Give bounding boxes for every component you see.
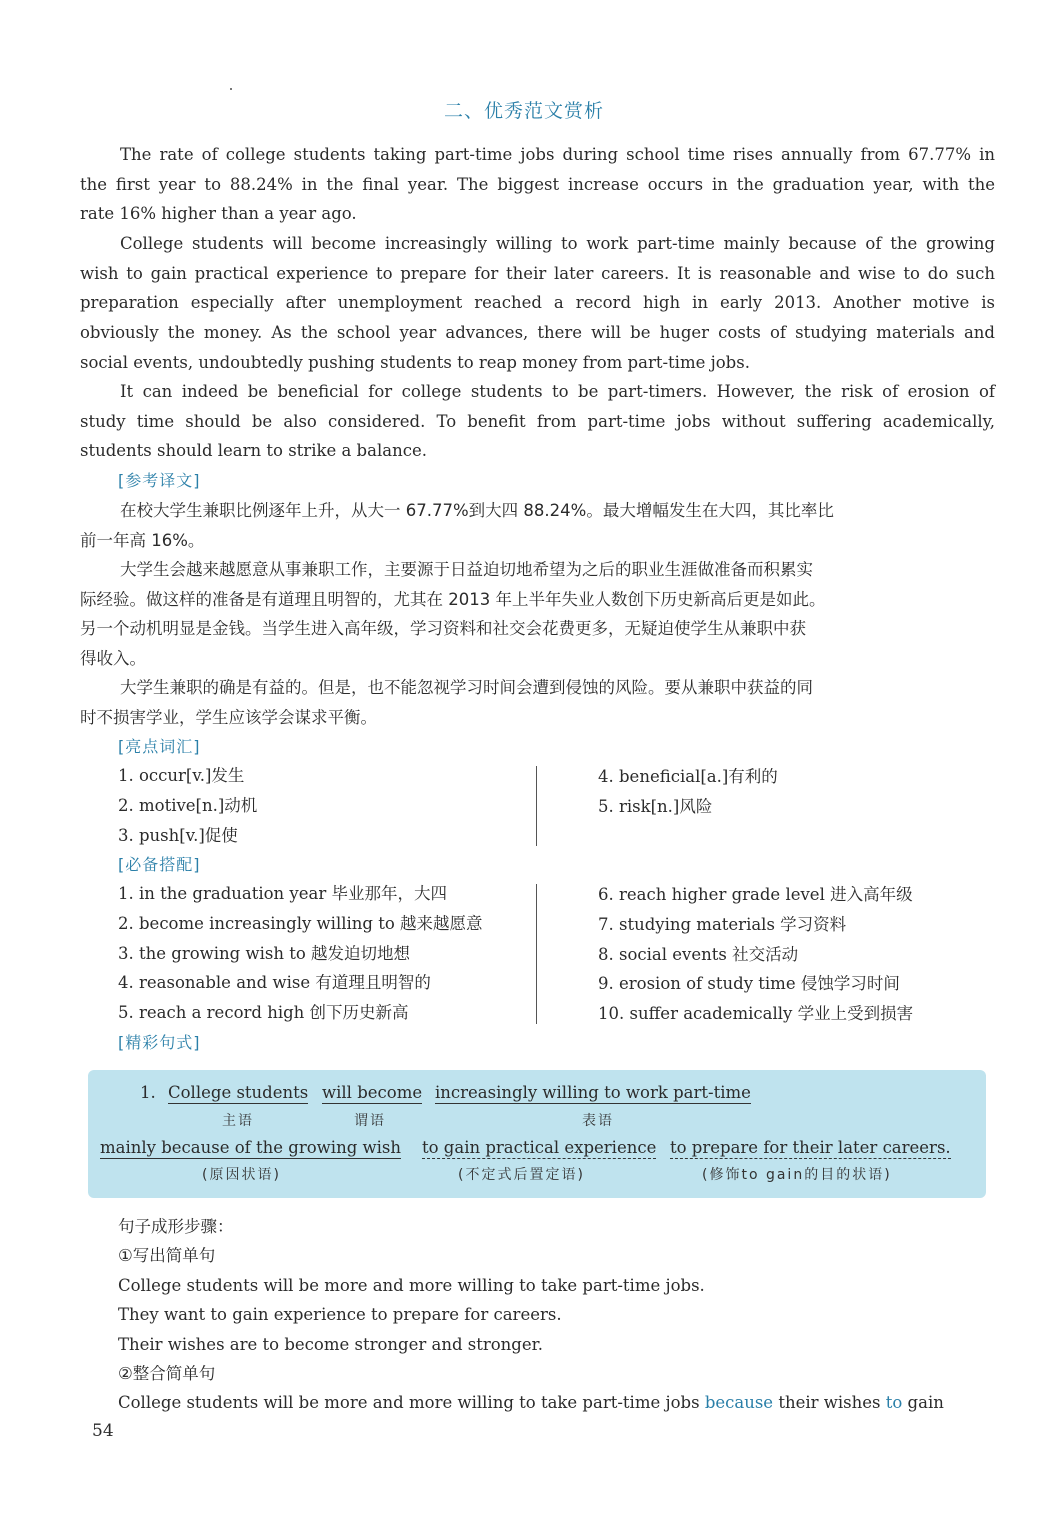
collocation-item: 8. social events 社交活动: [598, 944, 799, 964]
steps-heading: 句子成形步骤：: [118, 1217, 234, 1236]
subject-text: College students: [168, 1083, 309, 1102]
vocab-item: 3. push[v.]促使: [118, 825, 238, 845]
translation-paragraph-3: [80, 673, 995, 732]
translation-paragraph-1: [80, 496, 995, 555]
collocations-list-right: [598, 880, 913, 1029]
subject-label: 主语: [222, 1113, 254, 1129]
predicative-text: increasingly willing to work part-time: [435, 1083, 751, 1102]
combined-text: gain: [902, 1393, 944, 1413]
infinitive-attributive-label: (不定式后置定语): [458, 1167, 585, 1183]
reason-adverbial-text: mainly because of the growing wish: [100, 1138, 402, 1157]
infinitive-attributive-text: to gain practical experience: [422, 1138, 657, 1157]
collocation-item: 1. in the graduation year 毕业那年，大四: [118, 884, 447, 903]
column-divider: [536, 766, 537, 846]
collocation-item: 2. become increasingly willing to 越来越愿意: [118, 913, 483, 933]
predicate-text: will become: [322, 1083, 423, 1102]
keyword-because: because: [704, 1393, 774, 1413]
translation-line: 际经验。做这样的准备是有道理且明智的，尤其在 2013 年上半年失业人数创下历史新高后更是如此。: [80, 589, 826, 609]
page-number: 54: [92, 1421, 114, 1441]
essay-line: wish to gain practical experience to prepare for their later careers. It is reasonable and wise to do such: [80, 263, 995, 283]
translation-line: 大学生兼职的确是有益的。但是，也不能忽视学习时间会遭到侵蚀的风险。要从兼职中获益的同: [120, 678, 813, 697]
keyword-to: to: [885, 1393, 903, 1413]
essay-line: the first year to 88.24% in the final year. The biggest increase occurs in the graduation year, with the: [80, 174, 995, 194]
vocab-tag: [亮点词汇]: [118, 737, 201, 756]
collocation-item: 9. erosion of study time 侵蚀学习时间: [598, 974, 900, 994]
combined-text: their wishes: [773, 1393, 886, 1413]
combined-sentence: [118, 1388, 998, 1417]
predicate-label: 谓语: [354, 1113, 386, 1129]
collocations-list-left: [118, 879, 483, 1028]
predicative-label: 表语: [582, 1113, 614, 1129]
translation-line: 在校大学生兼职比例逐年上升，从大一 67.77%到大四 88.24%。最大增幅发生在大四，其比率比: [120, 501, 834, 520]
essay-line: preparation especially after unemployment reached a record high in early 2013. Another motive is: [80, 293, 995, 313]
translation-paragraph-2: [80, 555, 995, 673]
vocab-list-right: [598, 762, 778, 822]
essay-line: social events, undoubtedly pushing students to reap money from part-time jobs.: [80, 352, 750, 372]
collocation-item: 3. the growing wish to 越发迫切地想: [118, 943, 411, 963]
combined-text: College students will be more and more willing to take part-time jobs: [118, 1393, 705, 1413]
vocab-item: 2. motive[n.]动机: [118, 795, 258, 815]
step-1-heading: ①写出简单句: [118, 1246, 216, 1266]
translation-line: 大学生会越来越愿意从事兼职工作，主要源于日益迫切地希望为之后的职业生涯做准备而积累实: [120, 560, 813, 579]
vocab-item: 4. beneficial[a.]有利的: [598, 767, 778, 786]
sentence-number: 1.: [140, 1083, 156, 1102]
sentence-tag: [精彩句式]: [118, 1033, 201, 1052]
collocation-item: 6. reach higher grade level 进入高年级: [598, 885, 913, 904]
purpose-adverbial-text: to prepare for their later careers.: [670, 1138, 951, 1157]
essay-paragraph-1: [80, 140, 995, 229]
speck: [230, 88, 232, 90]
step-2-heading: ②整合简单句: [118, 1363, 216, 1383]
collocation-item: 7. studying materials 学习资料: [598, 914, 847, 934]
translation-line: 前一年高 16%。: [80, 530, 205, 550]
essay-paragraph-2: [80, 229, 995, 378]
section-title: 二、优秀范文赏析: [443, 100, 604, 122]
essay-line: College students will become increasingly willing to work part-time mainly because of the growing: [120, 234, 995, 253]
essay-line: The rate of college students taking part-time jobs during school time rises annually from 67.77% in: [120, 145, 995, 164]
essay-line: students should learn to strike a balance.: [80, 441, 427, 461]
vocab-item: 5. risk[n.]风险: [598, 796, 713, 816]
translation-line: 时不损害学业，学生应该学会谋求平衡。: [80, 707, 377, 727]
purpose-adverbial-label: (修饰to gain的目的状语): [702, 1167, 892, 1183]
translation-tag: [参考译文]: [118, 471, 201, 490]
essay-line: It can indeed be beneficial for college students to be part-timers. However, the risk of erosion of: [120, 382, 995, 401]
sentence-formation-steps: [118, 1212, 998, 1418]
translation-line: 得收入。: [80, 648, 146, 668]
essay-paragraph-3: [80, 377, 995, 466]
column-divider: [536, 884, 537, 1024]
vocab-item: 1. occur[v.]发生: [118, 766, 245, 785]
simple-sentence: Their wishes are to become stronger and stronger.: [118, 1334, 543, 1354]
collocation-item: 5. reach a record high 创下历史新高: [118, 1003, 409, 1023]
collocation-item: 10. suffer academically 学业上受到损害: [598, 1004, 914, 1024]
essay-line: study time should be also considered. To benefit from part-time jobs without suffering academically,: [80, 411, 995, 431]
vocab-list-left: [118, 761, 257, 850]
collocation-item: 4. reasonable and wise 有道理且明智的: [118, 973, 431, 993]
translation-line: 另一个动机明显是金钱。当学生进入高年级，学习资料和社交会花费更多，无疑迫使学生从兼职中获: [80, 619, 806, 638]
collocations-tag: [必备搭配]: [118, 855, 201, 874]
simple-sentence: College students will be more and more willing to take part-time jobs.: [118, 1275, 705, 1295]
simple-sentence: They want to gain experience to prepare for careers.: [118, 1305, 562, 1325]
essay-line: rate 16% higher than a year ago.: [80, 204, 357, 224]
reason-adverbial-label: (原因状语): [202, 1167, 281, 1183]
essay-line: obviously the money. As the school year advances, there will be huger costs of studying materials and: [80, 323, 995, 343]
